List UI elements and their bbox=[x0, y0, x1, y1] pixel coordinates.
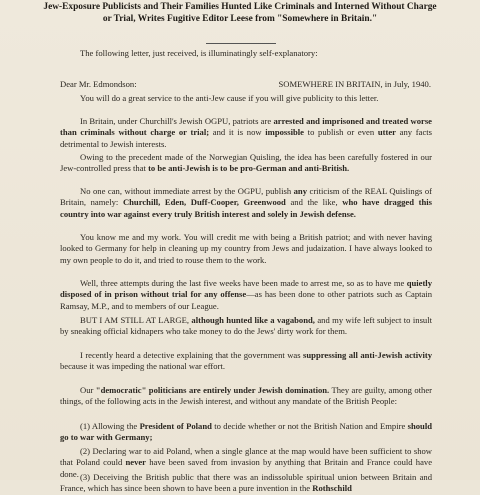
headline: Jew-Exposure Publicists and Their Families Hunted Like Criminals and Interned Without Charge or Trial, Writes Fugitive Editor Leese from "Somewhere in Britain." bbox=[43, 2, 437, 24]
place-date: SOMEWHERE IN BRITAIN, in July, 1940. bbox=[278, 79, 431, 89]
paragraph-7: BUT I AM STILL AT LARGE, although hunted like a vagabond, and my wife left subject to insult by sneaking official kidnapers who take money to do the Jews' dirty work for them. bbox=[60, 315, 432, 337]
list-item-3: (3) Deceiving the British public that there was an indissoluble spiritual union between Britain and France, which has since been shown to have been a pure invention in the Rothschild bbox=[60, 472, 432, 494]
paragraph-4: No one can, without immediate arrest by the OGPU, publish any criticism of the REAL Quislings of Britain, namely: Churchill, Eden, Duff-Cooper, Greenwood and the like, who have dragged this country into war against every truly British interest and solely in Jewish defense. bbox=[60, 186, 433, 219]
paragraph-3: Owing to the precedent made of the Norwegian Quisling, the idea has been carefully fostered in our Jew-controlled press that to be anti-Jewish is to be pro-German and anti-British. bbox=[60, 152, 432, 174]
paragraph-8: I recently heard a detective explaining that the government was suppressing all anti-Jewish activity because it was impeding the national war effort. bbox=[60, 350, 433, 372]
list-item-1: (1) Allowing the President of Poland to decide whether or not the British Nation and Empire should go to war with Germany; bbox=[60, 421, 432, 443]
paragraph-9: Our "democratic" politicians are entirely under Jewish domination. They are guilty, among other things, of the following acts in the Jewish interest, and without any mandate of the British People: bbox=[60, 385, 433, 407]
salutation: Dear Mr. Edmondson: bbox=[60, 79, 137, 89]
paragraph-2: In Britain, under Churchill's Jewish OGPU, patriots are arrested and imprisoned and treated worse than criminals without charge or trial; and it is now impossible to publish or even utter any facts detrimental to Jewish interests. bbox=[60, 116, 432, 149]
paragraph-6: Well, three attempts during the last five weeks have been made to arrest me, so as to have me quietly disposed of in prison without trial for any offense—as has been done to other patriots such as Captain Ramsay, M.P., and to members of our League. bbox=[60, 278, 433, 311]
intro-text: The following letter, just received, is illuminatingly self-explanatory: bbox=[80, 48, 318, 58]
paragraph-1: You will do a great service to the anti-Jew cause if you will give publicity to this letter. bbox=[80, 93, 379, 103]
divider-rule bbox=[206, 43, 276, 44]
list-item-2: (2) Declaring war to aid Poland, when a single glance at the map would have been sufficient to show that Poland could never have been saved from invasion by anything that Britain and France could have done. bbox=[60, 446, 433, 479]
paragraph-5: You know me and my work. You will credit me with being a British patriot; and with never having looked to Germany for help in cleaning up my country from Jews and judaization. I have always looked to my own people to do it, and tried to rouse them to the work. bbox=[60, 232, 432, 265]
